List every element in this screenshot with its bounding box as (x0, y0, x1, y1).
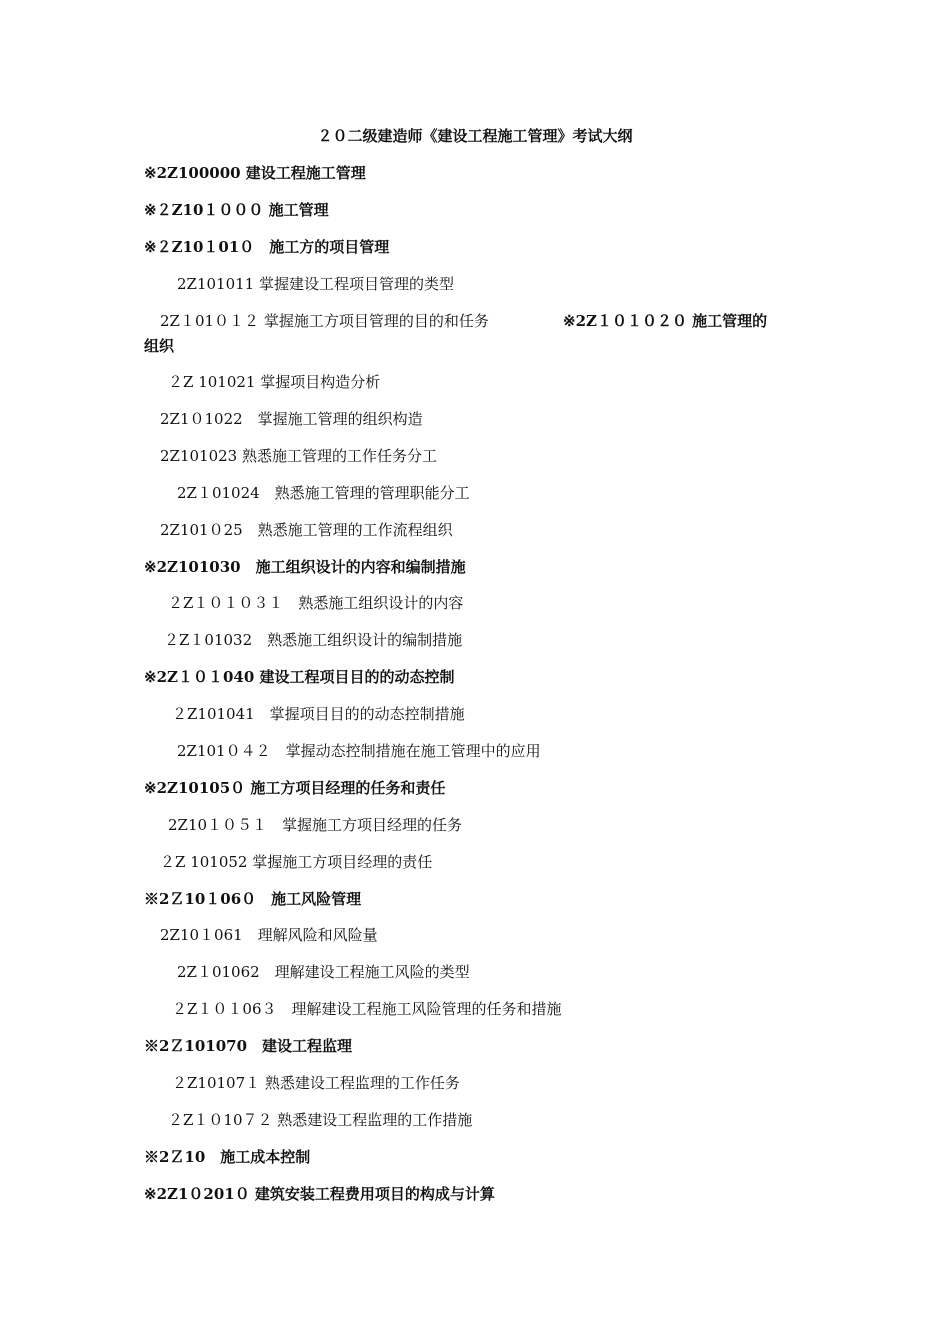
heading-2z101010: ※２Z10１01０ 施工方的项目管理 (144, 238, 390, 256)
item-2z101022: 2Z1０1022 掌握施工管理的组织构造 (160, 410, 423, 428)
item-2z101023: 2Z101023 熟悉施工管理的工作任务分工 (160, 447, 437, 465)
item-2z101072: ２Z１０10７２ 熟悉建设工程监理的工作措施 (168, 1111, 473, 1129)
item-2z101021: ２Z 101021 掌握项目构造分析 (168, 373, 381, 391)
document-title: ２０二级建造师《建设工程施工管理》考试大纲 (317, 127, 633, 145)
item-2z101042: 2Z101０４２ 掌握动态控制措施在施工管理中的应用 (177, 742, 541, 760)
item-2z101032: ２Z１01032 熟悉施工组织设计的编制措施 (164, 631, 463, 649)
item-2z101052: ２Z 101052 掌握施工方项目经理的责任 (160, 853, 433, 871)
heading-2z100000: ※2Z100000 建设工程施工管理 (144, 164, 366, 182)
item-2z101041: ２Z101041 掌握项目目的的动态控制措施 (172, 705, 465, 723)
item-2z101024: 2Z１01024 熟悉施工管理的管理职能分工 (177, 484, 470, 502)
heading-2z101060: ※2Ｚ10１06０ 施工风险管理 (144, 890, 362, 908)
item-2z101012: 2Z１01０１２ 掌握施工方项目管理的目的和任务 (160, 312, 489, 330)
item-2z101071: ２Z10107１ 熟悉建设工程监理的工作任务 (172, 1074, 460, 1092)
item-2z101062: 2Z１01062 理解建设工程施工风险的类型 (177, 963, 470, 981)
item-2z101031: ２Z１０１０３１ 熟悉施工组织设计的内容 (168, 594, 464, 612)
heading-2z101000: ※２Z10１０００ 施工管理 (144, 201, 329, 219)
heading-2z101070: ※2Ｚ101070 建设工程监理 (144, 1037, 353, 1055)
heading-2z102010: ※2Z1０201０ 建筑安装工程费用项目的构成与计算 (144, 1185, 495, 1203)
heading-2z101050: ※2Z10105０ 施工方项目经理的任务和责任 (144, 779, 446, 797)
heading-2z101020: ※2Z１０１０２０ 施工管理的 (563, 312, 768, 330)
heading-2z10-cost-control: ※2Ｚ10 施工成本控制 (144, 1148, 311, 1166)
item-2z101061: 2Z10１061 理解风险和风险量 (160, 926, 378, 944)
item-2z101051: 2Z10１０５１ 掌握施工方项目经理的任务 (168, 816, 463, 834)
heading-2z101040: ※2Z１０１040 建设工程项目目的的动态控制 (144, 668, 455, 686)
item-2z101063: ２Z１０１06３ 理解建设工程施工风险管理的任务和措施 (172, 1000, 562, 1018)
item-2z101011: 2Z101011 掌握建设工程项目管理的类型 (177, 275, 454, 293)
heading-2z101020-continued: 组织 (144, 337, 175, 355)
heading-2z101030: ※2Z101030 施工组织设计的内容和编制措施 (144, 558, 466, 576)
item-2z101025: 2Z101０25 熟悉施工管理的工作流程组织 (160, 521, 453, 539)
